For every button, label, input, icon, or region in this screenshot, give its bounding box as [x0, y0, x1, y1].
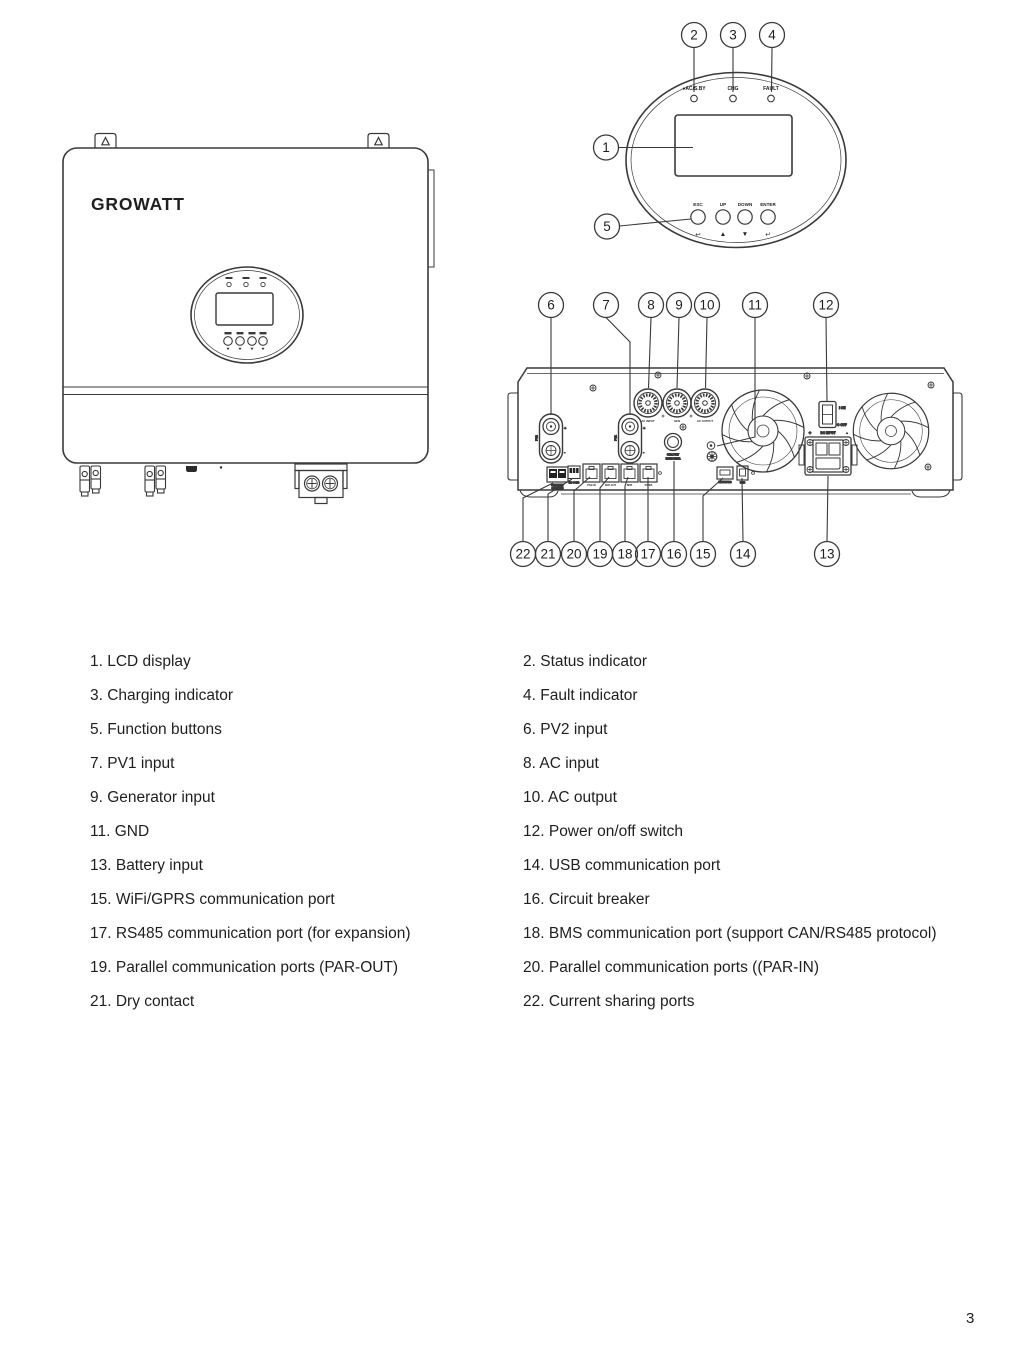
parts-legend — [90, 645, 990, 1019]
svg-text:-: - — [643, 449, 645, 455]
svg-text:10: 10 — [699, 297, 715, 313]
brand-logo: GROWATT — [91, 194, 185, 214]
svg-text:BREAKER: BREAKER — [665, 456, 681, 461]
front-view-diagram — [55, 120, 445, 515]
current-sharing-ports — [547, 467, 568, 490]
svg-text:USB: USB — [739, 481, 746, 485]
legend-item: 3. Charging indicator — [90, 687, 234, 704]
svg-text:16: 16 — [666, 546, 682, 562]
svg-text:FAULT: FAULT — [763, 86, 779, 92]
callout-14 — [731, 542, 756, 567]
legend-item: 11. GND — [90, 823, 150, 840]
circuit-breaker — [665, 434, 682, 461]
svg-text:GEN: GEN — [673, 419, 681, 423]
legend-item: 2. Status indicator — [523, 653, 648, 670]
svg-text:1: 1 — [602, 140, 610, 155]
svg-text:18: 18 — [617, 546, 633, 562]
svg-text:7: 7 — [602, 297, 610, 313]
svg-text:UP: UP — [719, 202, 727, 207]
par-in-port — [583, 464, 600, 487]
bms-port — [621, 464, 638, 487]
legend-item: 9. Generator input — [90, 789, 215, 806]
legend-item: 20. Parallel communication ports ((PAR-IN) — [523, 959, 820, 976]
fault-indicator — [763, 86, 779, 102]
legend-item: 14. USB communication port — [523, 857, 721, 874]
function-buttons — [691, 202, 777, 239]
svg-text:SHARING: SHARING — [551, 487, 564, 490]
svg-text:CHG: CHG — [727, 86, 739, 92]
svg-text:4: 4 — [768, 27, 776, 43]
svg-text:6: 6 — [547, 297, 555, 313]
callout-11 — [743, 293, 768, 318]
svg-text:O OFF: O OFF — [837, 423, 847, 427]
callout-4 — [760, 23, 785, 48]
callout-13 — [815, 542, 840, 567]
status-indicator — [682, 86, 706, 102]
callout-12 — [814, 293, 839, 318]
svg-text:20: 20 — [566, 546, 582, 562]
svg-text:19: 19 — [592, 546, 608, 562]
callout-9 — [667, 293, 692, 318]
svg-text:DC INPUT: DC INPUT — [820, 431, 836, 435]
callout-20 — [562, 542, 587, 567]
charging-indicator — [727, 86, 738, 102]
rear-panel-diagram — [495, 285, 975, 575]
legend-item: 18. BMS communication port (support CAN/RS485 protocol) — [523, 925, 937, 942]
svg-text:AC OUTPUT: AC OUTPUT — [696, 419, 714, 423]
gnd-screws — [707, 442, 717, 462]
front-display-panel — [191, 267, 303, 363]
ac-output-connector — [691, 389, 719, 423]
svg-text:PV2: PV2 — [534, 435, 539, 441]
callout-3 — [721, 23, 746, 48]
legend-item: 17. RS485 communication port (for expansion) — [90, 925, 411, 942]
svg-text:22: 22 — [515, 546, 531, 562]
par-out-port — [602, 464, 619, 487]
legend-item: 4. Fault indicator — [523, 687, 638, 704]
callout-15 — [691, 542, 716, 567]
svg-text:ENTER: ENTER — [760, 202, 776, 207]
legend-item: 10. AC output — [523, 789, 617, 806]
callout-lines — [619, 48, 773, 227]
up-icon: ▲ — [719, 231, 727, 238]
legend-item: 12. Power on/off switch — [523, 823, 683, 840]
svg-text:-: - — [846, 430, 848, 436]
svg-text:NC C NO: NC C NO — [568, 481, 580, 485]
callout-8 — [639, 293, 664, 318]
control-panel-diagram — [575, 15, 885, 260]
down-icon: ▼ — [741, 231, 749, 238]
front-function-buttons — [224, 332, 268, 350]
svg-text:12: 12 — [818, 297, 834, 313]
power-switch — [819, 402, 847, 428]
front-battery-terminal — [295, 464, 347, 504]
svg-text:14: 14 — [735, 546, 751, 562]
svg-text:CIRCUIT: CIRCUIT — [666, 452, 680, 457]
callout-18 — [613, 542, 638, 567]
fan-left — [722, 390, 804, 472]
svg-text:PV1: PV1 — [613, 435, 618, 441]
up-button — [716, 210, 730, 224]
legend-item: 6. PV2 input — [523, 721, 608, 738]
callout-2 — [682, 23, 707, 48]
legend-item: 22. Current sharing ports — [523, 993, 695, 1010]
pv2-input-connector — [535, 414, 568, 463]
legend-item: 19. Parallel communication ports (PAR-OUT) — [90, 959, 399, 976]
svg-text:-: - — [564, 449, 566, 455]
svg-text:+: + — [564, 425, 567, 431]
callout-17 — [636, 542, 661, 567]
callout-21 — [536, 542, 561, 567]
enter-icon: ↵ — [765, 231, 771, 239]
bottom-nub — [186, 466, 197, 472]
svg-text:PAR-IN: PAR-IN — [587, 483, 596, 487]
down-button — [738, 210, 752, 224]
fan-right — [853, 393, 928, 468]
rear-callout-lines — [523, 318, 828, 542]
side-flange — [428, 170, 434, 267]
svg-text:BMS: BMS — [626, 483, 633, 487]
legend-item: 5. Function buttons — [90, 721, 222, 738]
front-lcd-screen — [216, 293, 273, 325]
callout-10 — [695, 293, 720, 318]
enter-button — [761, 210, 775, 224]
dry-contact-terminal — [568, 466, 580, 485]
callout-6 — [539, 293, 564, 318]
svg-text:RS485: RS485 — [644, 483, 653, 487]
esc-icon: ↩ — [695, 231, 701, 239]
generator-input-connector — [663, 389, 691, 423]
callout-16 — [662, 542, 687, 567]
svg-text:WIFI/GPRS: WIFI/GPRS — [718, 481, 732, 484]
legend-item: 8. AC input — [523, 755, 599, 772]
callout-5 — [595, 214, 620, 239]
svg-text:8: 8 — [647, 297, 655, 313]
callout-1 — [594, 135, 619, 160]
callout-22 — [511, 542, 536, 567]
callout-19 — [588, 542, 613, 567]
front-indicator-leds — [226, 277, 267, 287]
legend-item: 16. Circuit breaker — [523, 891, 650, 908]
svg-text:3: 3 — [729, 27, 737, 43]
rear-enclosure — [508, 368, 962, 497]
legend-item: 15. WiFi/GPRS communication port — [90, 891, 335, 908]
svg-text:9: 9 — [675, 297, 683, 313]
svg-text:17: 17 — [640, 546, 656, 562]
esc-button — [691, 210, 705, 224]
page-number: 3 — [966, 1310, 975, 1327]
front-pv-connectors — [80, 466, 166, 496]
svg-text:15: 15 — [695, 546, 711, 562]
svg-text:13: 13 — [819, 546, 835, 562]
svg-text:●AC/S.BY: ●AC/S.BY — [682, 86, 706, 92]
svg-text:ESC: ESC — [693, 202, 703, 207]
svg-text:11: 11 — [747, 297, 763, 313]
callout-7 — [594, 293, 619, 318]
svg-text:CURRENT: CURRENT — [551, 483, 564, 487]
svg-text:+: + — [808, 430, 812, 436]
svg-text:5: 5 — [603, 219, 611, 234]
legend-item: 7. PV1 input — [90, 755, 175, 772]
svg-text:I ON: I ON — [839, 406, 846, 410]
svg-text:DOWN: DOWN — [737, 202, 753, 207]
pv1-input-connector — [614, 414, 647, 463]
legend-item: 1. LCD display — [90, 653, 191, 670]
svg-text:PAR-OUT: PAR-OUT — [604, 483, 617, 487]
lcd-screen — [675, 115, 792, 176]
legend-item: 21. Dry contact — [90, 993, 195, 1010]
battery-input-connector — [799, 431, 857, 476]
svg-text:2: 2 — [690, 27, 698, 43]
mounting-tabs — [95, 134, 389, 149]
legend-item: 13. Battery input — [90, 857, 203, 874]
svg-text:21: 21 — [540, 546, 556, 562]
svg-text:+: + — [643, 425, 646, 431]
svg-text:AC INPUT: AC INPUT — [641, 419, 655, 423]
